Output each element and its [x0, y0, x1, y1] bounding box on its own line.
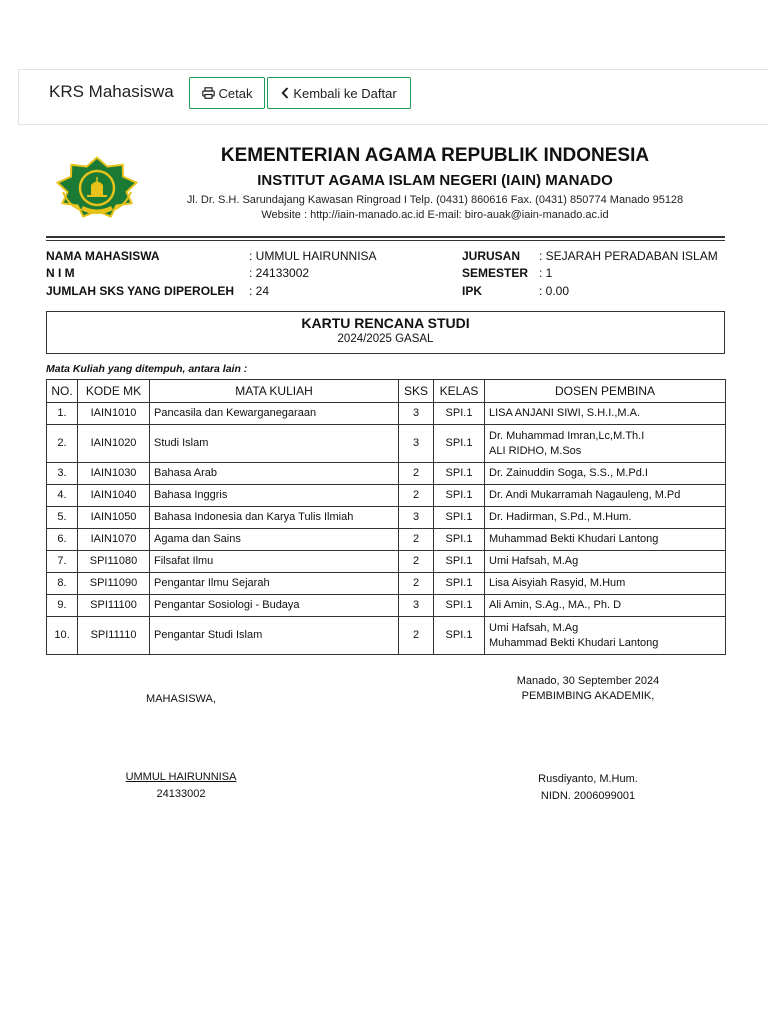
header-divider — [46, 236, 725, 238]
courses-table — [46, 379, 726, 655]
row-number: 6. — [47, 529, 78, 551]
krs-title: KARTU RENCANA STUDI — [301, 315, 470, 331]
lecturer-name: Dr. Muhammad Imran,Lc,M.Th.I — [489, 429, 645, 442]
table-row — [47, 485, 726, 507]
course-sks: 2 — [399, 551, 434, 573]
course-lecturer — [485, 551, 726, 573]
institute-website: Website : http://iain-manado.ac.id E-mail: biro-auak@iain-manado.ac.id — [261, 209, 609, 221]
semester-value: : 1 — [539, 266, 553, 280]
table-row — [47, 529, 726, 551]
course-lecturer — [485, 573, 726, 595]
row-number: 8. — [47, 573, 78, 595]
course-lecturer — [485, 463, 726, 485]
course-class: SPI.1 — [434, 573, 485, 595]
sks-label: JUMLAH SKS YANG DIPEROLEH — [46, 284, 235, 298]
table-row — [47, 595, 726, 617]
lecturer-name: Dr. Andi Mukarramah Nagauleng, M.Pd — [489, 489, 681, 501]
course-lecturer — [485, 485, 726, 507]
course-class: SPI.1 — [434, 485, 485, 507]
course-class: SPI.1 — [434, 403, 485, 425]
course-code: SPI11110 — [78, 617, 150, 655]
major-label: JURUSAN — [462, 249, 521, 263]
sks-value: : 24 — [249, 284, 270, 298]
course-code: IAIN1030 — [78, 463, 150, 485]
course-sks: 2 — [399, 463, 434, 485]
lecturer-name: Ali Amin, S.Ag., MA., Ph. D — [489, 599, 622, 611]
iain-logo — [51, 152, 143, 224]
course-name: Filsafat Ilmu — [150, 551, 399, 573]
lecturer-name: LISA ANJANI SIWI, S.H.I.,M.A. — [489, 407, 640, 419]
course-name: Pengantar Sosiologi - Budaya — [150, 595, 399, 617]
course-sks: 2 — [399, 617, 434, 655]
table-row — [47, 573, 726, 595]
course-name: Bahasa Inggris — [150, 485, 399, 507]
course-class: SPI.1 — [434, 425, 485, 463]
course-class: SPI.1 — [434, 595, 485, 617]
krs-period: 2024/2025 GASAL — [337, 333, 434, 345]
page-title: KRS Mahasiswa — [49, 82, 174, 101]
advisor-role: PEMBIMBING AKADEMIK, — [521, 690, 655, 702]
institute-address: Jl. Dr. S.H. Sarundajang Kawasan Ringroad I Telp. (0431) 860616 Fax. (0431) 850774 Manado 95128 — [186, 194, 684, 206]
col-header-code: KODE MK — [78, 380, 150, 403]
back-to-list-button[interactable] — [267, 77, 411, 109]
student-signature-name: UMMUL HAIRUNNISA — [125, 771, 237, 783]
col-header-class: KELAS — [434, 380, 485, 403]
row-number: 10. — [47, 617, 78, 655]
header-divider-thin — [46, 240, 725, 241]
major-value: : SEJARAH PERADABAN ISLAM — [539, 249, 718, 263]
institute-name: INSTITUT AGAMA ISLAM NEGERI (IAIN) MANADO — [257, 172, 613, 189]
course-code: IAIN1040 — [78, 485, 150, 507]
print-icon — [202, 87, 215, 99]
table-row — [47, 403, 726, 425]
lecturer-name: Umi Hafsah, M.Ag — [489, 621, 579, 634]
course-name: Bahasa Indonesia dan Karya Tulis Ilmiah — [150, 507, 399, 529]
table-row — [47, 617, 726, 655]
course-name: Studi Islam — [150, 425, 399, 463]
row-number: 1. — [47, 403, 78, 425]
advisor-nidn: NIDN. 2006099001 — [540, 790, 636, 802]
course-class: SPI.1 — [434, 551, 485, 573]
course-lecturer — [485, 507, 726, 529]
course-class: SPI.1 — [434, 529, 485, 551]
row-number: 3. — [47, 463, 78, 485]
col-header-no: NO. — [47, 380, 78, 403]
table-header-row — [47, 380, 726, 403]
student-signature-nim: 24133002 — [156, 788, 206, 800]
table-row — [47, 551, 726, 573]
course-lecturer — [485, 403, 726, 425]
lecturer-name: Dr. Hadirman, S.Pd., M.Hum. — [489, 511, 632, 523]
course-code: IAIN1050 — [78, 507, 150, 529]
back-label: Kembali ke Daftar — [293, 85, 397, 101]
course-lecturer — [485, 595, 726, 617]
lecturer-name: Lisa Aisyiah Rasyid, M.Hum — [489, 577, 626, 589]
course-code: SPI11090 — [78, 573, 150, 595]
course-sks: 3 — [399, 425, 434, 463]
course-class: SPI.1 — [434, 463, 485, 485]
student-role: MAHASISWA, — [146, 693, 216, 705]
course-sks: 2 — [399, 485, 434, 507]
place-date: Manado, 30 September 2024 — [516, 675, 660, 687]
lecturer-name: Muhammad Bekti Khudari Lantong — [489, 533, 659, 545]
col-header-course: MATA KULIAH — [150, 380, 399, 403]
semester-label: SEMESTER — [462, 266, 529, 280]
course-sks: 3 — [399, 507, 434, 529]
row-number: 2. — [47, 425, 78, 463]
course-lecturer — [485, 617, 726, 655]
course-name: Pancasila dan Kewarganegaraan — [150, 403, 399, 425]
course-code: SPI11080 — [78, 551, 150, 573]
course-sks: 2 — [399, 529, 434, 551]
course-name: Agama dan Sains — [150, 529, 399, 551]
col-header-lecturer: DOSEN PEMBINA — [485, 380, 726, 403]
course-sks: 3 — [399, 403, 434, 425]
print-button[interactable] — [189, 77, 265, 109]
row-number: 5. — [47, 507, 78, 529]
row-number: 7. — [47, 551, 78, 573]
table-row — [47, 425, 726, 463]
course-lecturer — [485, 425, 726, 463]
chevron-left-icon — [281, 87, 289, 99]
krs-title-box — [46, 311, 725, 354]
course-name: Pengantar Studi Islam — [150, 617, 399, 655]
lecturer-name-secondary: Muhammad Bekti Khudari Lantong — [489, 636, 659, 649]
course-code: IAIN1020 — [78, 425, 150, 463]
lecturer-name-secondary: ALI RIDHO, M.Sos — [489, 444, 582, 457]
ministry-name: KEMENTERIAN AGAMA REPUBLIK INDONESIA — [220, 145, 650, 166]
nim-value: : 24133002 — [249, 266, 310, 280]
advisor-name: Rusdiyanto, M.Hum. — [538, 773, 638, 785]
lecturer-name: Umi Hafsah, M.Ag — [489, 555, 579, 567]
course-name: Bahasa Arab — [150, 463, 399, 485]
course-sks: 2 — [399, 573, 434, 595]
student-name-value: : UMMUL HAIRUNNISA — [249, 249, 377, 263]
course-code: IAIN1070 — [78, 529, 150, 551]
student-name-label: NAMA MAHASISWA — [46, 249, 160, 263]
row-number: 4. — [47, 485, 78, 507]
table-row — [47, 507, 726, 529]
courses-note: Mata Kuliah yang ditempuh, antara lain : — [46, 363, 248, 375]
course-code: IAIN1010 — [78, 403, 150, 425]
nim-label: N I M — [46, 266, 75, 280]
table-row — [47, 463, 726, 485]
course-name: Pengantar Ilmu Sejarah — [150, 573, 399, 595]
course-code: SPI11100 — [78, 595, 150, 617]
ipk-value: : 0.00 — [539, 284, 570, 298]
course-lecturer — [485, 529, 726, 551]
lecturer-name: Dr. Zainuddin Soga, S.S., M.Pd.I — [489, 467, 648, 479]
course-class: SPI.1 — [434, 507, 485, 529]
print-label: Cetak — [218, 85, 253, 101]
row-number: 9. — [47, 595, 78, 617]
ipk-label: IPK — [462, 284, 483, 298]
course-sks: 3 — [399, 595, 434, 617]
top-panel — [18, 69, 768, 125]
col-header-sks: SKS — [399, 380, 434, 403]
course-class: SPI.1 — [434, 617, 485, 655]
